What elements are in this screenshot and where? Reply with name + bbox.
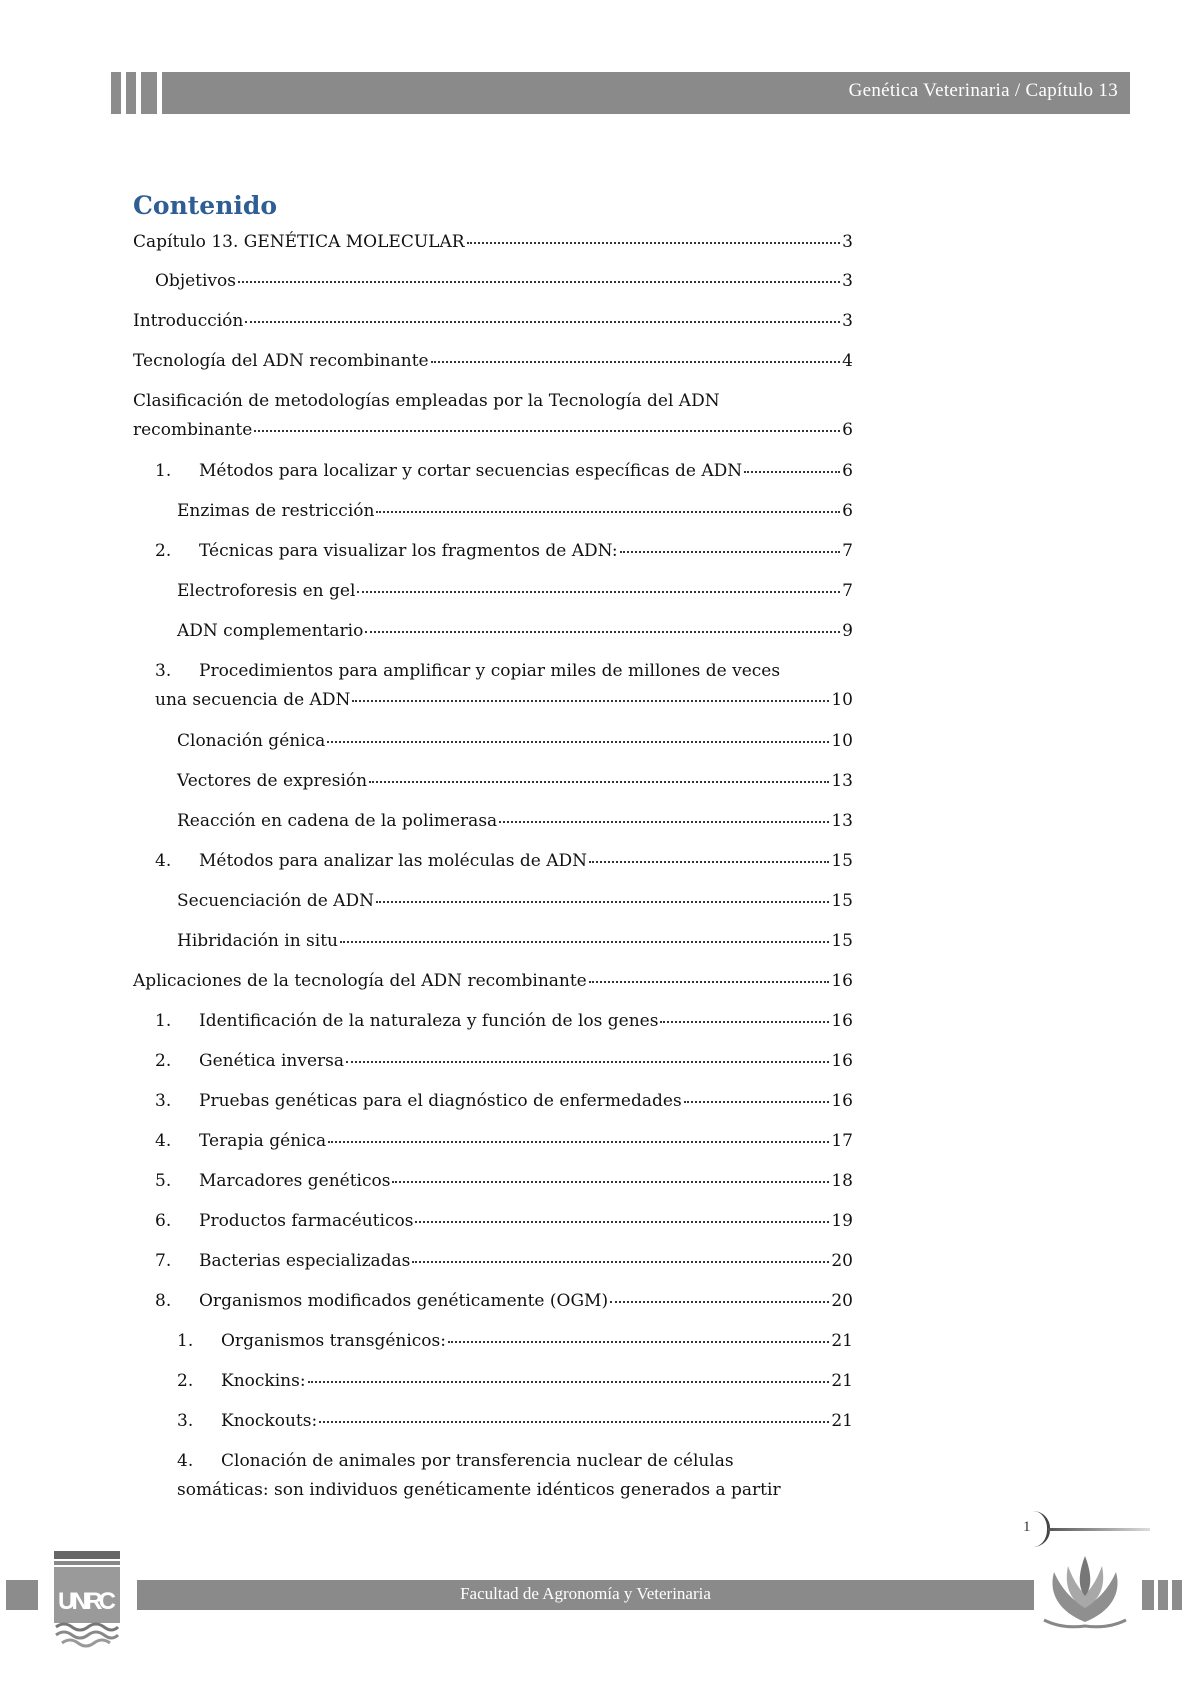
toc-entry-title: Organismos transgénicos: [221, 1331, 446, 1351]
footer-text: Facultad de Agronomía y Veterinaria [460, 1584, 711, 1603]
toc-entry-number: 3. [177, 1411, 194, 1431]
toc-entry-page: 6 [842, 420, 853, 440]
toc-leader [620, 535, 841, 553]
toc-leader [431, 345, 841, 363]
toc-entry-page: 3 [842, 271, 853, 291]
toc-entry-page: 16 [831, 1011, 853, 1031]
toc-entry-number: 8. [155, 1291, 172, 1311]
toc-entry-page: 16 [831, 1091, 853, 1111]
header-blocks [111, 72, 157, 114]
toc-entry-page: 17 [831, 1131, 853, 1151]
toc-entry-title: Capítulo 13. GENÉTICA MOLECULAR [133, 232, 465, 252]
toc-entry[interactable] [155, 1047, 853, 1076]
toc-entry-page: 4 [842, 351, 853, 371]
toc-entry-page: 21 [831, 1331, 853, 1351]
toc-entry-number: 5. [155, 1171, 172, 1191]
toc-entry[interactable] [155, 1167, 853, 1196]
toc-leader [415, 1205, 829, 1223]
toc-entry-number: 1. [155, 461, 172, 481]
unrc-logo-text: UNRC [58, 1588, 116, 1615]
toc-entry[interactable] [155, 537, 853, 566]
toc-entry-number: 1. [177, 1331, 194, 1351]
toc-entry[interactable] [133, 228, 853, 257]
toc-entry-title: Clonación génica [177, 731, 326, 751]
toc-entry[interactable] [133, 387, 853, 445]
toc-entry-number: 6. [155, 1211, 172, 1231]
footer-left-block [6, 1580, 38, 1610]
toc-entry-title: Tecnología del ADN recombinante [133, 351, 429, 371]
toc-entry-number: 2. [177, 1371, 194, 1391]
page-number: 1 [1023, 1519, 1031, 1535]
toc-entry-page: 7 [842, 581, 853, 601]
toc-entry[interactable] [177, 577, 853, 606]
footer-bar [137, 1580, 1034, 1610]
toc-entry-title: Métodos para analizar las moléculas de ADN [199, 851, 588, 871]
toc-entry-title: Pruebas genéticas para el diagnóstico de enfermedades [199, 1091, 682, 1111]
toc-entry[interactable] [177, 887, 853, 916]
toc-entry[interactable] [155, 1087, 853, 1116]
toc-leader [328, 1125, 829, 1143]
toc-entry-number: 7. [155, 1251, 172, 1271]
toc-entry-number: 3. [155, 1091, 172, 1111]
toc-leader [357, 575, 840, 593]
header-bar [162, 72, 1130, 114]
toc-entry-title: ADN complementario [177, 621, 364, 641]
toc-entry[interactable] [155, 847, 853, 876]
toc-entry[interactable] [177, 927, 853, 956]
toc-entry[interactable] [177, 767, 853, 796]
toc-leader [369, 765, 829, 783]
toc-entry[interactable] [177, 1327, 853, 1356]
toc-entry-page: 3 [842, 311, 853, 331]
toc-leader [412, 1245, 829, 1263]
toc-entry-page: 16 [831, 1051, 853, 1071]
toc-entry-page: 21 [831, 1371, 853, 1391]
toc-leader [392, 1165, 829, 1183]
toc-entry-title: Genética inversa [199, 1051, 345, 1071]
toc-entry-page: 13 [831, 811, 853, 831]
toc-entry-title: Objetivos [155, 271, 236, 291]
toc-entry-page: 15 [831, 891, 853, 911]
toc-leader [467, 226, 841, 244]
toc-entry-page: 20 [831, 1251, 853, 1271]
unrc-logo [52, 1551, 122, 1655]
toc-entry-title: Reacción en cadena de la polimerasa [177, 811, 498, 831]
toc-entry-page: 15 [831, 851, 853, 871]
toc-entry[interactable] [155, 1287, 853, 1316]
toc-leader [308, 1365, 830, 1383]
toc-entry-number: 2. [155, 541, 172, 561]
toc-entry-page: 13 [831, 771, 853, 791]
toc-entry-title: somáticas: son individuos genéticamente idénticos generados a partir [177, 1480, 781, 1500]
toc-leader [327, 725, 829, 743]
toc-entry[interactable] [133, 347, 853, 376]
toc-leader [238, 265, 840, 283]
toc-entry-page: 6 [842, 461, 853, 481]
toc-entry-title-line1: Clasificación de metodologías empleadas por la Tecnología del ADN [133, 391, 720, 411]
faculty-logo [1040, 1550, 1130, 1634]
toc-entry[interactable] [177, 727, 853, 756]
toc-leader [319, 1405, 829, 1423]
toc-entry-number: 2. [155, 1051, 172, 1071]
toc-entry-title: Introducción [133, 311, 244, 331]
header-title: Genética Veterinaria / Capítulo 13 [848, 80, 1118, 101]
toc-entry[interactable] [155, 1007, 853, 1036]
toc-entry-number: 4. [155, 1131, 172, 1151]
toc-entry-title: Organismos modificados genéticamente (OGM) [199, 1291, 609, 1311]
toc-entry-page: 10 [831, 731, 853, 751]
toc-leader [365, 615, 840, 633]
toc-entry[interactable] [155, 1127, 853, 1156]
toc-leader [352, 684, 829, 702]
toc-entry-page: 20 [831, 1291, 853, 1311]
toc-leader [245, 305, 840, 323]
toc-entry[interactable] [155, 457, 853, 486]
toc-entry-page: 9 [842, 621, 853, 641]
toc-entry-title: Terapia génica [199, 1131, 327, 1151]
toc-entry-title: Aplicaciones de la tecnología del ADN recombinante [133, 971, 587, 991]
toc-leader [254, 414, 840, 432]
toc-entry-page: 15 [831, 931, 853, 951]
toc-entry-page: 21 [831, 1411, 853, 1431]
toc-heading: Contenido [133, 191, 278, 220]
toc-entry[interactable] [177, 1407, 853, 1436]
toc-entry-title: Productos farmacéuticos [199, 1211, 414, 1231]
toc-entry-number: 4. [177, 1451, 194, 1471]
toc-leader [448, 1325, 829, 1343]
toc-entry-title: Marcadores genéticos [199, 1171, 391, 1191]
toc-entry-title: Electroforesis en gel [177, 581, 356, 601]
toc-entry-title: Vectores de expresión [177, 771, 368, 791]
toc-entry[interactable] [133, 307, 853, 336]
toc-leader [660, 1005, 829, 1023]
toc-entry[interactable] [155, 1247, 853, 1276]
toc-entry-number: 1. [155, 1011, 172, 1031]
toc-entry-title-line1: Procedimientos para amplificar y copiar miles de millones de veces [199, 661, 781, 681]
toc-entry[interactable] [177, 807, 853, 836]
page-number-line [1048, 1528, 1150, 1531]
toc-entry-page: 7 [842, 541, 853, 561]
toc-entry-title: una secuencia de ADN [155, 690, 351, 710]
toc-entry-title: Métodos para localizar y cortar secuencias específicas de ADN [199, 461, 743, 481]
toc-entry-title: Knockouts: [221, 1411, 318, 1431]
toc-entry-title-line1: Clonación de animales por transferencia nuclear de células [221, 1451, 734, 1471]
toc-leader [376, 495, 840, 513]
toc-entry-title: Identificación de la naturaleza y función de los genes [199, 1011, 659, 1031]
toc-entry-page: 10 [831, 690, 853, 710]
toc-entry-title: Enzimas de restricción [177, 501, 375, 521]
toc-entry-title: Hibridación in situ [177, 931, 339, 951]
toc-entry[interactable] [155, 657, 853, 715]
toc-entry-title: recombinante [133, 420, 253, 440]
toc-entry-page: 6 [842, 501, 853, 521]
toc-leader [589, 845, 829, 863]
toc-leader [376, 885, 829, 903]
footer-right-blocks [1142, 1580, 1182, 1610]
toc-leader [744, 455, 840, 473]
toc-entry[interactable] [177, 1447, 853, 1505]
toc-entry-number: 3. [155, 661, 172, 681]
toc-entry-number: 4. [155, 851, 172, 871]
toc-entry-page: 19 [831, 1211, 853, 1231]
toc-entry[interactable] [177, 497, 853, 526]
toc-entry-title: Técnicas para visualizar los fragmentos de ADN: [199, 541, 618, 561]
toc-leader [610, 1285, 829, 1303]
toc-entry-page: 3 [842, 232, 853, 252]
toc-entry-title: Secuenciación de ADN [177, 891, 374, 911]
toc-entry[interactable] [177, 1367, 853, 1396]
toc-leader [346, 1045, 829, 1063]
toc-entry-title: Knockins: [221, 1371, 306, 1391]
toc-leader [589, 965, 830, 983]
toc-leader [499, 805, 829, 823]
toc-leader [340, 925, 829, 943]
toc-entry-page: 18 [831, 1171, 853, 1191]
toc-entry[interactable] [133, 967, 853, 996]
toc-entry[interactable] [155, 267, 853, 296]
toc-entry[interactable] [155, 1207, 853, 1236]
toc-entry[interactable] [177, 617, 853, 646]
toc-entry-page: 16 [831, 971, 853, 991]
toc-entry-title: Bacterias especializadas [199, 1251, 411, 1271]
toc-leader [684, 1085, 830, 1103]
